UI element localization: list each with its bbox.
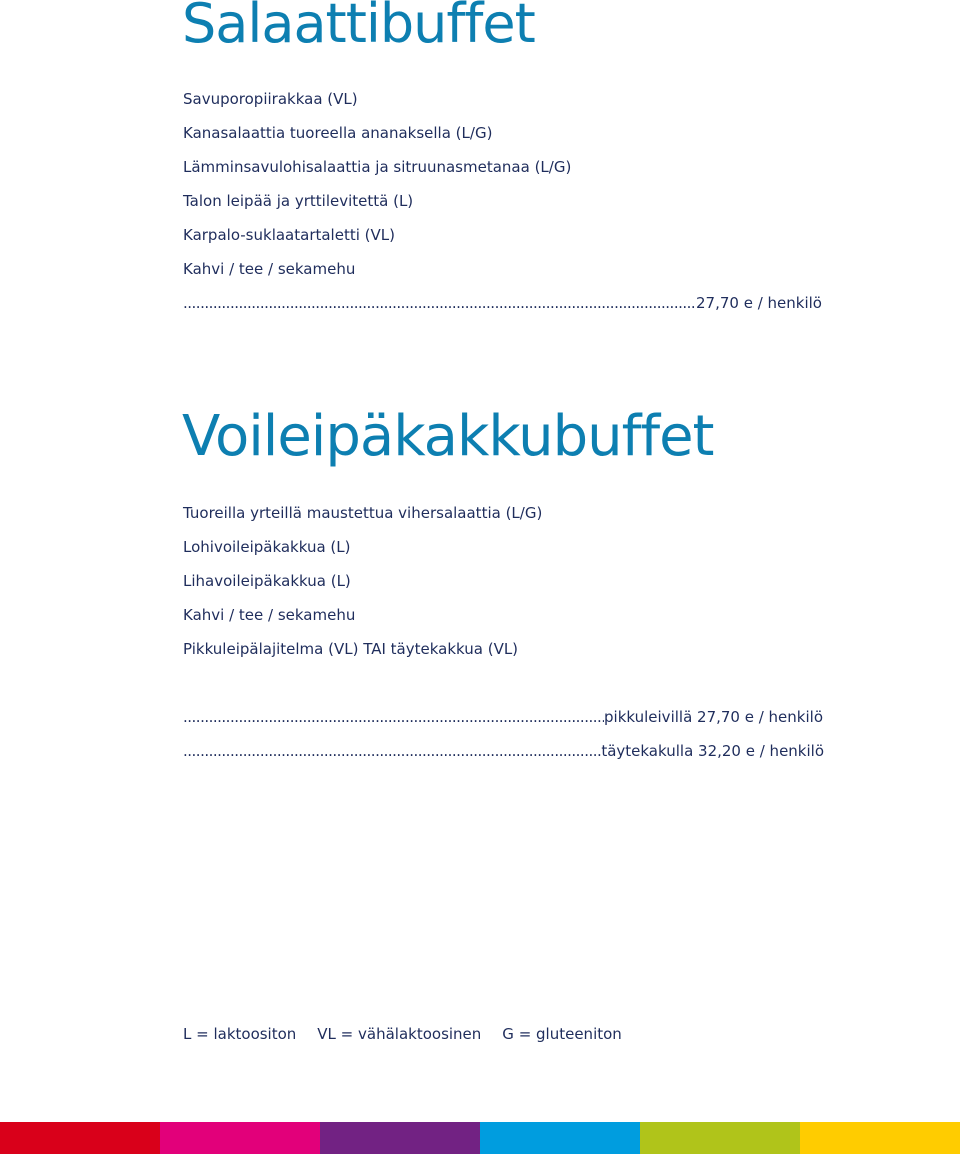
dot-leader bbox=[183, 286, 696, 320]
color-stripe-magenta bbox=[160, 1122, 320, 1154]
price-text: täytekakulla 32,20 e / henkilö bbox=[601, 742, 824, 760]
color-stripe-yellow bbox=[800, 1122, 960, 1154]
price-text: pikkuleivillä 27,70 e / henkilö bbox=[604, 708, 823, 726]
dot-leader bbox=[183, 700, 604, 734]
color-stripe-purple bbox=[320, 1122, 480, 1154]
dot-leader bbox=[183, 734, 601, 768]
menu-list-salaattibuffet bbox=[183, 82, 571, 286]
menu-item: Kahvi / tee / sekamehu bbox=[183, 260, 356, 278]
legend-item-gluteeniton: G = gluteeniton bbox=[502, 1025, 622, 1043]
color-stripe-red bbox=[0, 1122, 160, 1154]
menu-item: Kanasalaattia tuoreella ananaksella (L/G) bbox=[183, 124, 493, 142]
menu-item: Lämminsavulohisalaattia ja sitruunasmetanaa (L/G) bbox=[183, 158, 572, 176]
menu-item: Lohivoileipäkakkua (L) bbox=[183, 538, 351, 556]
menu-list-voileipakakkubuffet bbox=[183, 496, 542, 666]
price-text: 27,70 e / henkilö bbox=[696, 294, 822, 312]
legend-item-vahalaktoosinen: VL = vähälaktoosinen bbox=[317, 1025, 482, 1043]
price-line-salaattibuffet bbox=[183, 286, 822, 320]
price-line-taytekakku bbox=[183, 734, 824, 768]
color-stripe-green bbox=[640, 1122, 800, 1154]
menu-item: Karpalo-suklaatartaletti (VL) bbox=[183, 226, 395, 244]
menu-item: Savuporopiirakkaa (VL) bbox=[183, 90, 358, 108]
menu-item: Kahvi / tee / sekamehu bbox=[183, 606, 356, 624]
section-title-voileipakakkubuffet: Voileipäkakkubuffet bbox=[182, 404, 714, 469]
price-line-pikkuleivat bbox=[183, 700, 823, 734]
menu-item: Lihavoileipäkakkua (L) bbox=[183, 572, 351, 590]
color-stripe-bar bbox=[0, 1122, 960, 1154]
section-title-salaattibuffet: Salaattibuffet bbox=[182, 0, 535, 55]
legend-item-laktoositon: L = laktoositon bbox=[183, 1025, 297, 1043]
color-stripe-blue bbox=[480, 1122, 640, 1154]
menu-item: Pikkuleipälajitelma (VL) TAI täytekakkua (VL) bbox=[183, 640, 519, 658]
menu-item: Talon leipää ja yrttilevitettä (L) bbox=[183, 192, 414, 210]
diet-legend bbox=[183, 1017, 643, 1051]
menu-item: Tuoreilla yrteillä maustettua vihersalaattia (L/G) bbox=[183, 504, 543, 522]
